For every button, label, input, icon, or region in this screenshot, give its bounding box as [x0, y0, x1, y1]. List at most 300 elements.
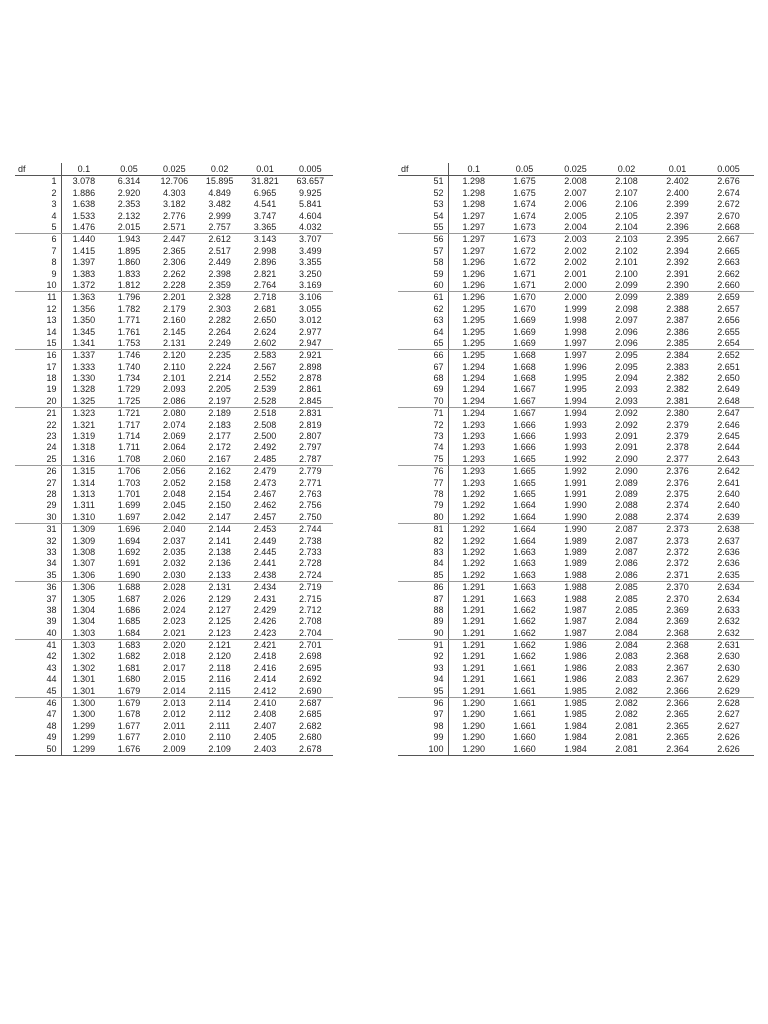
- critical-value-cell: 2.015: [106, 222, 151, 234]
- table-row: [398, 662, 754, 673]
- critical-value-cell: 2.092: [615, 408, 638, 419]
- critical-value-cell: 1.290: [462, 720, 486, 731]
- critical-value-cell: 2.662: [717, 268, 740, 279]
- critical-value-cell: 2.434: [253, 582, 277, 593]
- critical-value-cell: 1.985: [564, 698, 587, 709]
- critical-value-cell: 2.631: [717, 640, 740, 651]
- critical-value-cell: 2.643: [703, 453, 754, 465]
- critical-value-cell: 1.292: [462, 488, 486, 499]
- df-cell: 72: [398, 419, 448, 430]
- table-row: [398, 685, 754, 697]
- column-header-alpha: 0.005: [288, 163, 333, 176]
- table-row: [15, 662, 333, 673]
- critical-value-cell: 1.753: [106, 337, 151, 349]
- critical-value-cell: 2.676: [717, 176, 740, 187]
- critical-value-cell: 2.359: [197, 280, 242, 292]
- critical-value-cell: 2.056: [163, 466, 186, 477]
- critical-value-cell: 2.201: [163, 292, 186, 303]
- critical-value-cell: 2.000: [550, 280, 601, 292]
- critical-value-cell: 2.060: [152, 453, 197, 465]
- df-cell: 37: [15, 593, 61, 604]
- critical-value-cell: 2.084: [615, 640, 638, 651]
- critical-value-cell: 1.660: [513, 732, 536, 743]
- table-row: [15, 199, 333, 210]
- critical-value-cell: 1.679: [117, 698, 141, 709]
- critical-value-cell: 2.131: [152, 337, 197, 349]
- table-row: [15, 639, 333, 651]
- critical-value-cell: 2.652: [717, 350, 740, 361]
- critical-value-cell: 1.666: [513, 431, 536, 442]
- critical-value-cell: 1.988: [550, 569, 601, 581]
- critical-value-cell: 2.364: [652, 743, 703, 755]
- table-row: [398, 257, 754, 268]
- critical-value-cell: 2.457: [242, 511, 287, 523]
- critical-value-cell: 1.684: [106, 627, 151, 639]
- critical-value-cell: 2.528: [242, 395, 287, 407]
- table-row: [398, 419, 754, 430]
- critical-value-cell: 2.405: [253, 732, 277, 743]
- critical-value-cell: 2.087: [615, 535, 638, 546]
- critical-value-cell: 2.132: [117, 210, 141, 221]
- critical-value-cell: 2.763: [299, 488, 322, 499]
- critical-value-cell: 2.112: [208, 709, 231, 720]
- df-cell: 66: [398, 349, 448, 361]
- df-cell: 17: [15, 361, 61, 372]
- critical-value-cell: 2.052: [163, 477, 186, 488]
- critical-value-cell: 1.660: [499, 743, 550, 755]
- critical-value-cell: 1.670: [513, 292, 536, 303]
- critical-value-cell: 2.081: [601, 743, 652, 755]
- critical-value-cell: 4.604: [299, 210, 322, 221]
- table-row: [398, 569, 754, 581]
- table-row: [398, 593, 754, 604]
- critical-value-cell: 2.121: [208, 640, 231, 651]
- critical-value-cell: 2.104: [601, 222, 652, 234]
- critical-value-cell: 1.296: [462, 292, 486, 303]
- critical-value-cell: 2.667: [717, 234, 740, 245]
- table-row: [15, 407, 333, 419]
- critical-value-cell: 2.086: [601, 569, 652, 581]
- critical-value-cell: 1.664: [513, 524, 536, 535]
- critical-value-cell: 2.571: [152, 222, 197, 234]
- critical-value-cell: 2.718: [253, 292, 277, 303]
- critical-value-cell: 1.301: [61, 685, 106, 697]
- df-cell: 36: [15, 581, 61, 593]
- critical-value-cell: 1.307: [72, 558, 96, 569]
- table-row: [15, 523, 333, 535]
- critical-value-cell: 2.410: [253, 698, 277, 709]
- critical-value-cell: 2.634: [717, 582, 740, 593]
- critical-value-cell: 1.325: [61, 395, 106, 407]
- critical-value-cell: 1.664: [499, 511, 550, 523]
- critical-value-cell: 2.392: [666, 257, 689, 268]
- critical-value-cell: 4.849: [208, 187, 231, 198]
- critical-value-cell: 2.009: [152, 743, 197, 755]
- table-row: [398, 361, 754, 372]
- critical-value-cell: 2.018: [163, 651, 186, 662]
- critical-value-cell: 1.295: [462, 326, 486, 337]
- df-cell: 40: [15, 627, 61, 639]
- critical-value-cell: 2.624: [253, 326, 277, 337]
- critical-value-cell: 2.715: [299, 593, 322, 604]
- critical-value-cell: 2.672: [717, 199, 740, 210]
- critical-value-cell: 1.290: [448, 743, 499, 755]
- critical-value-cell: 2.690: [288, 685, 333, 697]
- table-row: [15, 500, 333, 511]
- critical-value-cell: 2.750: [288, 511, 333, 523]
- critical-value-cell: 1.291: [462, 582, 486, 593]
- df-cell: 89: [398, 616, 448, 627]
- critical-value-cell: 1.697: [106, 511, 151, 523]
- critical-value-cell: 2.048: [163, 488, 186, 499]
- critical-value-cell: 1.860: [117, 257, 141, 268]
- critical-value-cell: 2.685: [299, 709, 322, 720]
- critical-value-cell: 1.295: [448, 337, 499, 349]
- critical-value-cell: 1.291: [462, 674, 486, 685]
- critical-value-cell: 1.296: [448, 280, 499, 292]
- table-row: [398, 651, 754, 662]
- critical-value-cell: 2.377: [652, 453, 703, 465]
- critical-value-cell: 1.321: [72, 419, 96, 430]
- critical-value-cell: 2.453: [253, 524, 277, 535]
- critical-value-cell: 1.729: [117, 384, 141, 395]
- critical-value-cell: 1.663: [513, 546, 536, 557]
- critical-value-cell: 2.438: [242, 569, 287, 581]
- critical-value-cell: 1.662: [499, 627, 550, 639]
- critical-value-cell: 2.654: [703, 337, 754, 349]
- table-row: [398, 489, 754, 500]
- critical-value-cell: 2.681: [253, 303, 277, 314]
- table-row: [15, 176, 333, 188]
- critical-value-cell: 1.662: [513, 640, 536, 651]
- critical-value-cell: 1.345: [72, 326, 96, 337]
- critical-value-cell: 1.309: [72, 535, 96, 546]
- critical-value-cell: 2.105: [615, 210, 638, 221]
- critical-value-cell: 1.714: [117, 431, 141, 442]
- df-cell: 64: [398, 326, 448, 337]
- critical-value-cell: 2.500: [253, 431, 277, 442]
- critical-value-cell: 2.099: [601, 280, 652, 292]
- critical-value-cell: 2.021: [152, 627, 197, 639]
- critical-value-cell: 2.092: [615, 419, 638, 430]
- critical-value-cell: 2.384: [666, 350, 689, 361]
- critical-value-cell: 2.389: [666, 292, 689, 303]
- critical-value-cell: 2.641: [717, 477, 740, 488]
- critical-value-cell: 1.292: [462, 546, 486, 557]
- table-row: [15, 743, 333, 755]
- table-row: [15, 720, 333, 731]
- df-cell: 38: [15, 604, 61, 615]
- df-cell: 55: [398, 222, 448, 234]
- critical-value-cell: 1.291: [462, 604, 486, 615]
- df-cell: 97: [398, 709, 448, 720]
- critical-value-cell: 1.290: [462, 732, 486, 743]
- header-row: [15, 163, 333, 176]
- critical-value-cell: 3.355: [299, 257, 322, 268]
- critical-value-cell: 2.282: [208, 315, 231, 326]
- critical-value-cell: 1.711: [118, 442, 140, 453]
- critical-value-cell: 2.518: [253, 408, 277, 419]
- critical-value-cell: 2.479: [253, 466, 277, 477]
- df-cell: 76: [398, 465, 448, 477]
- critical-value-cell: 1.987: [550, 627, 601, 639]
- critical-value-cell: 2.099: [615, 292, 638, 303]
- critical-value-cell: 3.182: [163, 199, 186, 210]
- critical-value-cell: 2.612: [208, 234, 231, 245]
- critical-value-cell: 1.721: [117, 408, 141, 419]
- critical-value-cell: 2.670: [717, 210, 740, 221]
- critical-value-cell: 1.666: [513, 442, 536, 453]
- critical-value-cell: 2.400: [666, 187, 689, 198]
- critical-value-cell: 2.552: [253, 373, 277, 384]
- critical-value-cell: 2.651: [717, 361, 740, 372]
- critical-value-cell: 2.648: [703, 395, 754, 407]
- critical-value-cell: 1.303: [72, 640, 96, 651]
- table-row: [15, 373, 333, 384]
- table-row: [15, 697, 333, 709]
- critical-value-cell: 2.668: [703, 222, 754, 234]
- table-row: [15, 465, 333, 477]
- critical-value-cell: 2.095: [615, 350, 638, 361]
- critical-value-cell: 1.677: [117, 720, 141, 731]
- df-cell: 80: [398, 511, 448, 523]
- table-row: [15, 685, 333, 697]
- critical-value-cell: 1.304: [72, 604, 96, 615]
- critical-value-cell: 1.746: [117, 350, 141, 361]
- critical-value-cell: 1.997: [564, 350, 587, 361]
- critical-value-cell: 2.086: [152, 395, 197, 407]
- column-header-df: df: [15, 163, 61, 176]
- critical-value-cell: 2.629: [717, 674, 740, 685]
- table-row: [398, 535, 754, 546]
- table-row: [398, 373, 754, 384]
- critical-value-cell: 2.640: [717, 488, 740, 499]
- critical-value-cell: 1.740: [117, 361, 141, 372]
- critical-value-cell: 1.297: [462, 245, 486, 256]
- critical-value-cell: 1.672: [513, 257, 536, 268]
- critical-value-cell: 2.632: [717, 616, 740, 627]
- critical-value-cell: 2.096: [601, 337, 652, 349]
- df-cell: 52: [398, 187, 448, 198]
- critical-value-cell: 2.162: [208, 466, 231, 477]
- critical-value-cell: 2.644: [717, 442, 740, 453]
- critical-value-cell: 2.639: [703, 511, 754, 523]
- critical-value-cell: 2.379: [666, 431, 689, 442]
- critical-value-cell: 2.160: [163, 315, 186, 326]
- critical-value-cell: 2.637: [717, 535, 740, 546]
- critical-value-cell: 2.369: [666, 604, 689, 615]
- critical-value-cell: 1.662: [513, 616, 536, 627]
- critical-value-cell: 1.363: [72, 292, 96, 303]
- critical-value-cell: 2.757: [197, 222, 242, 234]
- critical-value-cell: 2.365: [666, 732, 689, 743]
- critical-value-cell: 2.638: [717, 524, 740, 535]
- critical-value-cell: 1.296: [462, 268, 486, 279]
- df-cell: 53: [398, 199, 448, 210]
- critical-value-cell: 2.397: [666, 210, 689, 221]
- table-row: [398, 337, 754, 349]
- critical-value-cell: 1.671: [499, 280, 550, 292]
- critical-value-cell: 2.069: [163, 431, 186, 442]
- df-cell: 78: [398, 489, 448, 500]
- table-row: [15, 616, 333, 627]
- critical-value-cell: 1.994: [564, 408, 587, 419]
- table-row: [15, 303, 333, 314]
- critical-value-cell: 1.662: [513, 651, 536, 662]
- table-row: [398, 222, 754, 234]
- df-cell: 84: [398, 558, 448, 569]
- df-cell: 60: [398, 280, 448, 292]
- critical-value-cell: 2.647: [717, 408, 740, 419]
- critical-value-cell: 2.372: [666, 558, 689, 569]
- critical-value-cell: 2.376: [666, 477, 689, 488]
- df-cell: 94: [398, 674, 448, 685]
- critical-value-cell: 1.986: [564, 662, 587, 673]
- critical-value-cell: 1.294: [462, 384, 486, 395]
- table-row: [398, 616, 754, 627]
- df-cell: 59: [398, 268, 448, 279]
- critical-value-cell: 2.101: [615, 257, 638, 268]
- table-row: [398, 349, 754, 361]
- critical-value-cell: 2.002: [564, 245, 587, 256]
- df-cell: 30: [15, 511, 61, 523]
- critical-value-cell: 2.633: [717, 604, 740, 615]
- critical-value-cell: 3.012: [299, 315, 322, 326]
- critical-value-cell: 2.023: [163, 616, 186, 627]
- table-row: [398, 187, 754, 198]
- critical-value-cell: 2.136: [208, 558, 231, 569]
- critical-value-cell: 2.103: [615, 234, 638, 245]
- table-row: [15, 604, 333, 615]
- df-cell: 83: [398, 547, 448, 558]
- critical-value-cell: 1.662: [513, 604, 536, 615]
- critical-value-cell: 2.090: [601, 453, 652, 465]
- critical-value-cell: 1.293: [462, 466, 486, 477]
- df-cell: 20: [15, 395, 61, 407]
- df-cell: 22: [15, 419, 61, 430]
- table-row: [398, 268, 754, 279]
- critical-value-cell: 2.086: [615, 558, 638, 569]
- critical-value-cell: 2.011: [163, 720, 186, 731]
- critical-value-cell: 2.665: [717, 245, 740, 256]
- critical-value-cell: 1.661: [499, 685, 550, 697]
- critical-value-cell: 2.663: [717, 257, 740, 268]
- critical-value-cell: 1.734: [117, 373, 141, 384]
- critical-value-cell: 1.291: [462, 662, 486, 673]
- critical-value-cell: 1.372: [61, 280, 106, 292]
- critical-value-cell: 3.747: [253, 210, 277, 221]
- critical-value-cell: 1.299: [72, 732, 96, 743]
- critical-value-cell: 2.977: [299, 326, 322, 337]
- critical-value-cell: 2.807: [299, 431, 322, 442]
- df-cell: 58: [398, 257, 448, 268]
- critical-value-cell: 1.671: [513, 268, 536, 279]
- critical-value-cell: 2.373: [666, 535, 689, 546]
- critical-value-cell: 1.315: [72, 466, 96, 477]
- critical-value-cell: 1.669: [513, 315, 536, 326]
- df-cell: 28: [15, 489, 61, 500]
- table-row: [15, 593, 333, 604]
- critical-value-cell: 3.482: [208, 199, 231, 210]
- critical-value-cell: 2.127: [208, 604, 231, 615]
- critical-value-cell: 2.373: [666, 524, 689, 535]
- critical-value-cell: 1.295: [462, 350, 486, 361]
- critical-value-cell: 1.678: [117, 709, 141, 720]
- table-row: [15, 268, 333, 279]
- critical-value-cell: 1.298: [462, 199, 486, 210]
- critical-value-cell: 2.177: [208, 431, 231, 442]
- critical-value-cell: 2.733: [299, 546, 322, 557]
- critical-value-cell: 2.085: [615, 593, 638, 604]
- df-cell: 12: [15, 303, 61, 314]
- critical-value-cell: 1.299: [72, 720, 96, 731]
- critical-value-cell: 1.717: [117, 419, 141, 430]
- table-row: [15, 442, 333, 453]
- critical-value-cell: 1.293: [462, 442, 486, 453]
- critical-value-cell: 2.094: [615, 373, 638, 384]
- critical-value-cell: 1.292: [462, 535, 486, 546]
- table-row: [398, 523, 754, 535]
- column-header-alpha: 0.025: [152, 163, 197, 176]
- critical-value-cell: 2.447: [163, 234, 186, 245]
- critical-value-cell: 2.205: [208, 384, 231, 395]
- df-cell: 50: [15, 743, 61, 755]
- critical-value-cell: 6.314: [117, 176, 141, 187]
- critical-value-cell: 2.138: [208, 546, 231, 557]
- critical-value-cell: 1.292: [448, 569, 499, 581]
- critical-value-cell: 1.688: [117, 582, 141, 593]
- table-row: [15, 547, 333, 558]
- critical-value-cell: 2.627: [717, 709, 740, 720]
- critical-value-cell: 2.014: [152, 685, 197, 697]
- critical-value-cell: 2.821: [253, 268, 277, 279]
- critical-value-cell: 2.004: [550, 222, 601, 234]
- critical-value-cell: 2.539: [253, 384, 277, 395]
- table-row: [398, 453, 754, 465]
- column-header-alpha: 0.1: [448, 163, 499, 176]
- critical-value-cell: 2.125: [208, 616, 231, 627]
- critical-value-cell: 2.306: [163, 257, 186, 268]
- critical-value-cell: 2.249: [197, 337, 242, 349]
- critical-value-cell: 2.379: [666, 419, 689, 430]
- critical-value-cell: 1.706: [117, 466, 141, 477]
- critical-value-cell: 2.235: [208, 350, 231, 361]
- critical-value-cell: 1.667: [513, 384, 536, 395]
- critical-value-cell: 2.998: [253, 245, 277, 256]
- table-row: [398, 280, 754, 292]
- critical-value-cell: 1.383: [72, 268, 96, 279]
- critical-value-cell: 1.681: [117, 662, 141, 673]
- df-cell: 51: [398, 176, 448, 188]
- critical-value-cell: 1.996: [564, 361, 587, 372]
- critical-value-cell: 2.370: [666, 582, 689, 593]
- critical-value-cell: 1.782: [117, 303, 141, 314]
- critical-value-cell: 2.064: [163, 442, 186, 453]
- critical-value-cell: 2.429: [253, 604, 277, 615]
- df-cell: 6: [15, 233, 61, 245]
- critical-value-cell: 2.172: [208, 442, 231, 453]
- df-cell: 45: [15, 685, 61, 697]
- table-row: [398, 709, 754, 720]
- critical-value-cell: 2.636: [717, 558, 740, 569]
- df-cell: 23: [15, 431, 61, 442]
- critical-value-cell: 2.630: [717, 651, 740, 662]
- critical-value-cell: 63.657: [296, 176, 325, 187]
- critical-value-cell: 1.295: [462, 303, 486, 314]
- critical-value-cell: 2.093: [615, 384, 638, 395]
- critical-value-cell: 2.756: [299, 500, 322, 511]
- critical-value-cell: 2.328: [208, 292, 231, 303]
